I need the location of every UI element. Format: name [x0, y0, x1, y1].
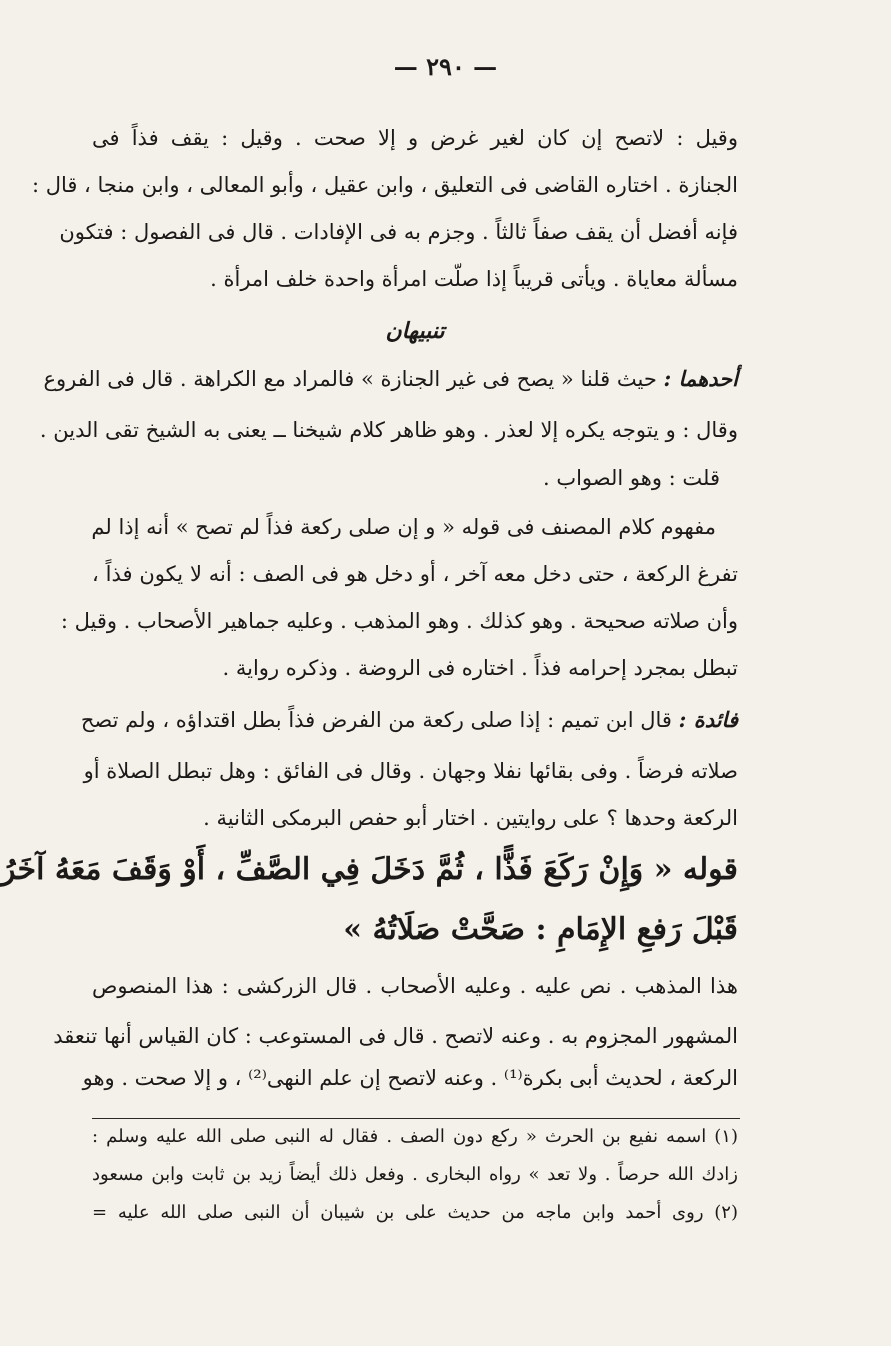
- paragraph-lead: أحدهما :: [663, 366, 738, 391]
- text-line: قلت : وهو الصواب .: [542, 466, 720, 490]
- text-line: صلاته فرضاً . وفى بقائها نفلا وجهان . وقال فى الفائق : وهل تبطل الصلاة أو: [83, 759, 738, 783]
- text-line: وقيل : لاتصح إن كان لغير غرض و إلا صحت . وقيل : يقف فذاً فى: [92, 126, 738, 150]
- footnote-line: زادك الله حرصاً . ولا تعد » رواه البخارى . وفعل ذلك أيضاً زيد بن ثابت وابن مسعود: [92, 1164, 738, 1185]
- paragraph-lead: فائدة :: [678, 707, 738, 732]
- text-line: الجنازة . اختاره القاضى فى التعليق ، وابن عقيل ، وأبو المعالى ، وابن منجا ، قال :: [31, 173, 738, 197]
- text-line: هذا المذهب . نص عليه . وعليه الأصحاب . قال الزركشى : هذا المنصوص: [92, 974, 738, 998]
- matn-quote-line: قَبْلَ رَفعِ الإِمَامِ : صَحَّتْ صَلَاتُهُ »: [343, 912, 738, 947]
- text-line: [43, 366, 738, 412]
- text-line: مفهوم كلام المصنف فى قوله « و إن صلى ركعة فذاً لم تصح » أنه إذا لم: [91, 515, 716, 539]
- text-line: وأن صلاته صحيحة . وهو كذلك . وهو المذهب . وعليه جماهير الأصحاب . وقيل :: [60, 609, 738, 633]
- matn-quote-line: قوله « وَإِنْ رَكَعَ فَذًّا ، ثُمَّ دَخَلَ فِي الصَّفِّ ، أَوْ وَقَفَ مَعَهُ آخَرُ: [0, 852, 738, 887]
- section-heading: تنبيهان: [385, 318, 445, 344]
- text-run: حيث قلنا « يصح فى غير الجنازة » فالمراد مع الكراهة . قال فى الفروع: [43, 367, 657, 391]
- text-line: تفرغ الركعة ، حتى دخل معه آخر ، أو دخل هو فى الصف : أنه لا يكون فذاً ،: [92, 562, 738, 586]
- text-line: الركعة وحدها ؟ على روايتين . اختار أبو حفص البرمكى الثانية .: [203, 806, 738, 830]
- footnote-line: (٢) روى أحمد وابن ماجه من حديث على بن شيبان أن النبى صلى الله عليه =: [92, 1202, 738, 1223]
- footnote-line: (١) اسمه نفيع بن الحرث « ركع دون الصف . فقال له النبى صلى الله عليه وسلم :: [92, 1126, 738, 1147]
- text-line: وقال : و يتوجه يكره إلا لعذر . وهو ظاهر كلام شيخنا ــ يعنى به الشيخ تقى الدين .: [39, 418, 738, 442]
- page-number: — ٢٩٠ —: [393, 52, 498, 81]
- text-line: مسألة معاياة . ويأتى قريباً إذا صلّت امرأة واحدة خلف امرأة .: [210, 267, 738, 291]
- footnote-divider: [92, 1118, 740, 1119]
- text-line: المشهور المجزوم به . وعنه لاتصح . قال فى المستوعب : كان القياس أنها تنعقد: [53, 1024, 738, 1048]
- text-line: فإنه أفضل أن يقف صفاً ثالثاً . وجزم به فى الإفادات . قال فى الفصول : فتكون: [59, 220, 738, 244]
- text-line: [80, 707, 738, 753]
- text-line: الركعة ، لحديث أبى بكرة⁽¹⁾ . وعنه لاتصح إن علم النهى⁽²⁾ ، و إلا صحت . وهو: [82, 1066, 738, 1090]
- text-line: تبطل بمجرد إحرامه فذاً . اختاره فى الروضة . وذكره رواية .: [222, 656, 738, 680]
- text-run: قال ابن تميم : إذا صلى ركعة من الفرض فذاً بطل اقتداؤه ، ولم تصح: [80, 708, 672, 732]
